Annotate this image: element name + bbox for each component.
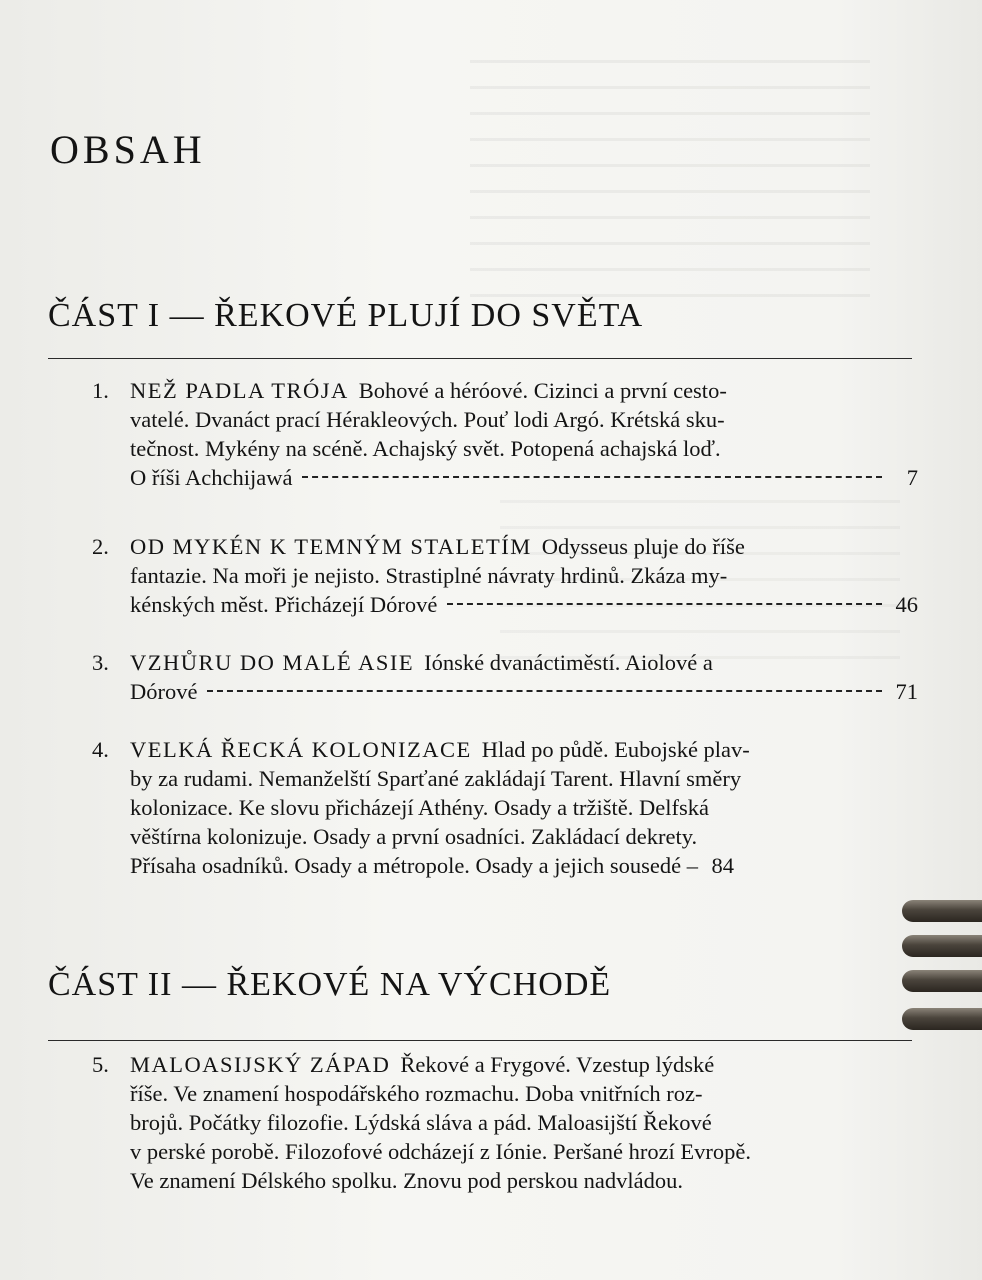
entry-number: 3. bbox=[92, 650, 109, 675]
entry-heading[interactable]: OD MYKÉN K TEMNÝM STALETÍM bbox=[130, 534, 532, 559]
entry-text: Dórové bbox=[130, 679, 198, 704]
entry-text: vatelé. Dvanáct prací Hérakleových. Pouť lodi Argó. Krétská sku- bbox=[130, 407, 725, 432]
divider bbox=[48, 1040, 912, 1041]
toc-entry bbox=[92, 735, 918, 880]
entry-heading[interactable]: NEŽ PADLA TRÓJA bbox=[130, 378, 349, 403]
entry-text: Iónské dvanáctiměstí. Aiolové a bbox=[424, 650, 713, 675]
part-heading: ČÁST I — ŘEKOVÉ PLUJÍ DO SVĚTA bbox=[48, 297, 644, 334]
entry-text: věštírna kolonizuje. Osady a první osadníci. Zakládací dekrety. bbox=[130, 824, 698, 849]
toc-entry bbox=[92, 1050, 918, 1195]
bleed-through-texture bbox=[470, 60, 870, 310]
entry-heading[interactable]: VELKÁ ŘECKÁ KOLONIZACE bbox=[130, 737, 472, 762]
entry-text: Hlad po půdě. Eubojské plav- bbox=[481, 737, 750, 762]
entry-text: Bohové a héróové. Cizinci a první cesto- bbox=[358, 378, 727, 403]
entry-text: tečnost. Mykény na scéně. Achajský svět. Potopená achajská loď. bbox=[130, 436, 721, 461]
entry-text: O říši Achchijawá bbox=[130, 465, 293, 490]
divider bbox=[48, 358, 912, 359]
entry-number: 5. bbox=[92, 1052, 109, 1077]
entry-text: v perské porobě. Filozofové odcházejí z Iónie. Peršané hrozí Evropě. bbox=[130, 1139, 752, 1164]
dot-leader bbox=[447, 603, 882, 605]
entry-text: Přísaha osadníků. Osady a métropole. Osady a jejich sousedé – bbox=[130, 853, 698, 878]
entry-text: Ve znamení Délského spolku. Znovu pod perskou nadvládou. bbox=[130, 1168, 684, 1193]
page-number[interactable]: 7 bbox=[906, 465, 918, 490]
page-number[interactable]: 84 bbox=[711, 853, 734, 878]
entry-text: Řekové a Frygové. Vzestup lýdské bbox=[400, 1052, 715, 1077]
page-number[interactable]: 46 bbox=[895, 592, 918, 617]
dot-leader bbox=[207, 690, 882, 692]
binding-ring bbox=[902, 935, 982, 957]
entry-heading[interactable]: VZHŮRU DO MALÉ ASIE bbox=[130, 650, 415, 675]
binding-ring bbox=[902, 1008, 982, 1030]
binding-ring bbox=[902, 970, 982, 992]
binding-ring bbox=[902, 900, 982, 922]
entry-number: 1. bbox=[92, 378, 109, 403]
toc-entry bbox=[92, 376, 918, 492]
entry-text: fantazie. Na moři je nejisto. Strastiplné návraty hrdinů. Zkáza my- bbox=[130, 563, 728, 588]
entry-number: 2. bbox=[92, 534, 109, 559]
entry-text: kolonizace. Ke slovu přicházejí Athény. Osady a tržiště. Delfská bbox=[130, 795, 709, 820]
toc-entry bbox=[92, 532, 918, 619]
entry-text: brojů. Počátky filozofie. Lýdská sláva a pád. Maloasijští Řekové bbox=[130, 1110, 712, 1135]
entry-number: 4. bbox=[92, 737, 109, 762]
entry-text: Odysseus pluje do říše bbox=[541, 534, 745, 559]
page-title: OBSAH bbox=[50, 127, 206, 172]
page-number[interactable]: 71 bbox=[895, 679, 918, 704]
entry-heading[interactable]: MALOASIJSKÝ ZÁPAD bbox=[130, 1052, 391, 1077]
toc-entry bbox=[92, 648, 918, 706]
entry-text: by za rudami. Nemanželští Sparťané zakládají Tarent. Hlavní směry bbox=[130, 766, 742, 791]
part-heading: ČÁST II — ŘEKOVÉ NA VÝCHODĚ bbox=[48, 966, 612, 1003]
entry-text: říše. Ve znamení hospodářského rozmachu. Doba vnitřních roz- bbox=[130, 1081, 703, 1106]
entry-text: kénských měst. Přicházejí Dórové bbox=[130, 592, 438, 617]
dot-leader bbox=[302, 476, 882, 478]
